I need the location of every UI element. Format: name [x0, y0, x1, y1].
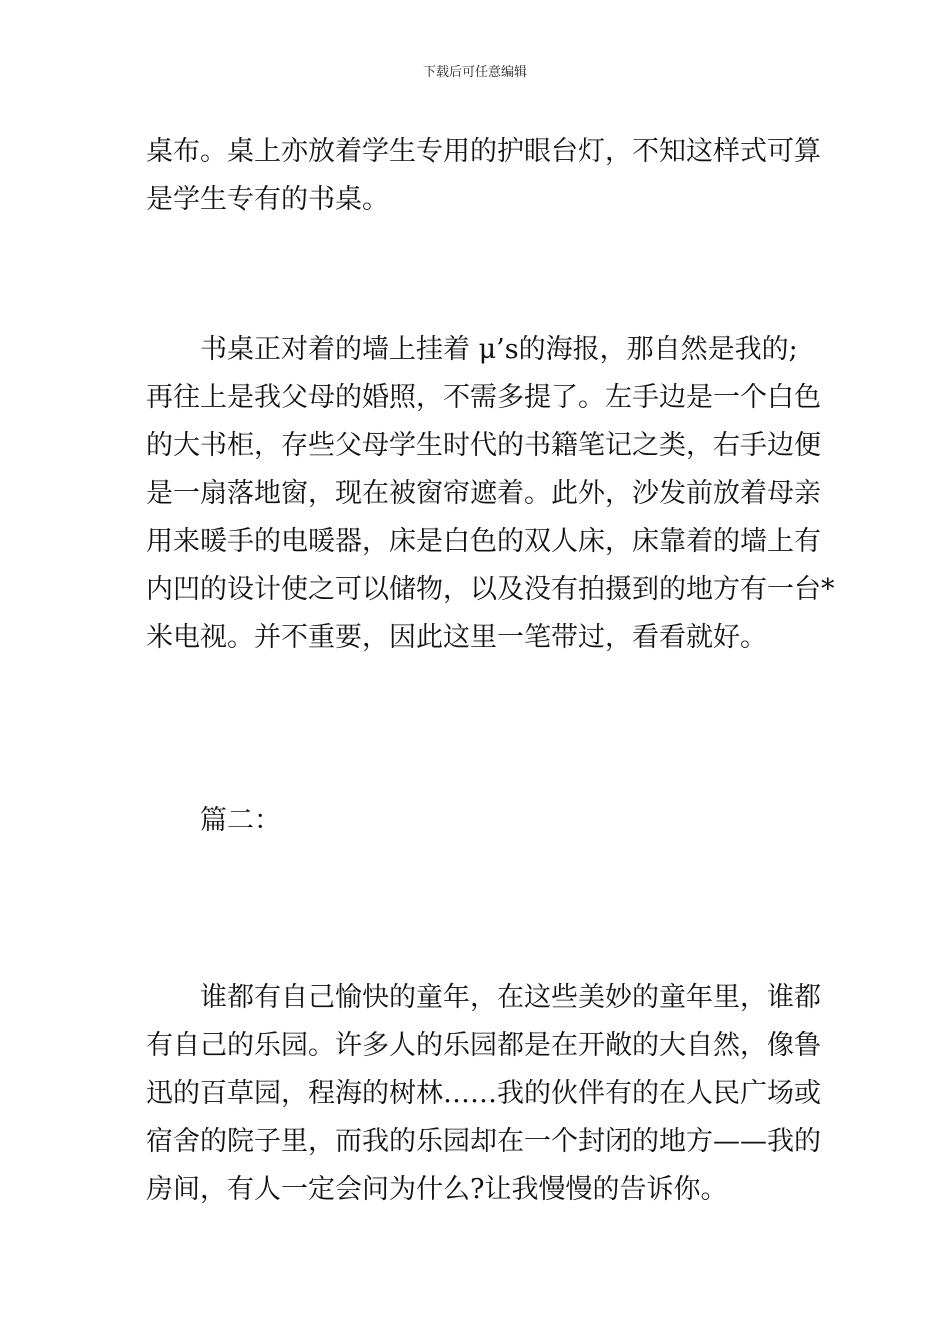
paragraph-childhood: [146, 974, 821, 1214]
text-line: 用来暖手的电暖器，床是白色的双人床，床靠着的墙上有: [146, 526, 821, 557]
text-line: 再往上是我父母的婚照，不需多提了。左手边是一个白色: [146, 382, 821, 413]
text-line: 宿舍的院子里，而我的乐园却在一个封闭的地方——我的: [146, 1126, 821, 1157]
text-line: 迅的百草园，程海的树林……我的伙伴有的在人民广场或: [146, 1078, 821, 1109]
text-line: 的大书柜，存些父母学生时代的书籍笔记之类，右手边便: [146, 430, 821, 461]
text-line: 是学生专有的书桌。: [146, 184, 389, 215]
text-line: 篇二：: [200, 805, 281, 836]
paragraph-room-description: [146, 326, 835, 662]
page-header: 下载后可任意编辑: [422, 65, 527, 80]
text-line: 谁都有自己愉快的童年，在这些美妙的童年里，谁都: [200, 982, 821, 1013]
text-line: 房间，有人一定会问为什么?让我慢慢的告诉你。: [146, 1174, 728, 1205]
text-line: 是一扇落地窗，现在被窗帘遮着。此外，沙发前放着母亲: [146, 478, 821, 509]
text-line: 有自己的乐园。许多人的乐园都是在开敞的大自然，像鲁: [146, 1030, 821, 1061]
text-line: 书桌正对着的墙上挂着 μ’s的海报，那自然是我的;: [200, 334, 798, 365]
paragraph-desk-continued: [146, 128, 821, 224]
text-line: 内凹的设计使之可以储物，以及没有拍摄到的地方有一台*: [146, 574, 835, 605]
text-line: 米电视。并不重要，因此这里一笔带过，看看就好。: [146, 622, 767, 653]
section-heading: [146, 797, 810, 845]
text-line: 桌布。桌上亦放着学生专用的护眼台灯，不知这样式可算: [146, 136, 821, 167]
